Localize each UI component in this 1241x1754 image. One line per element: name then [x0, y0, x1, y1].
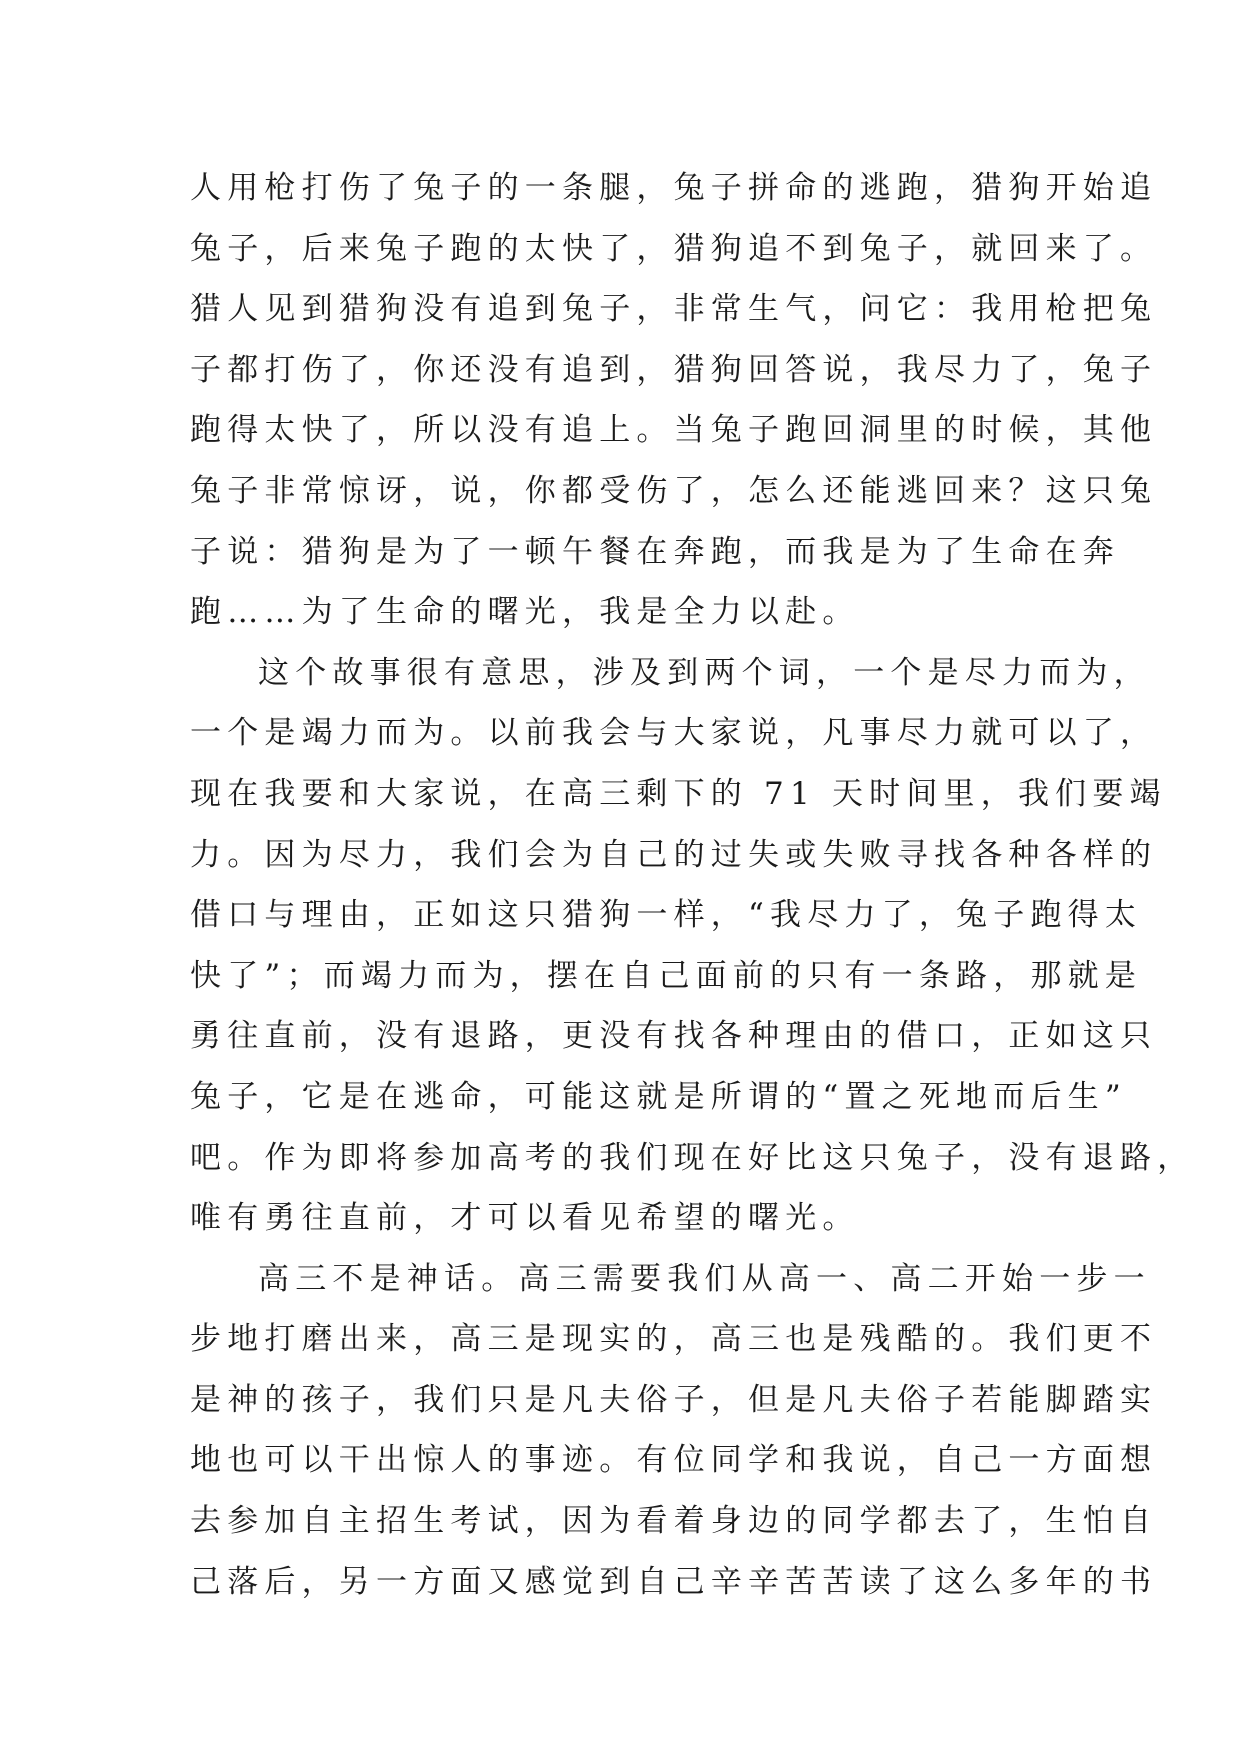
text-line: 力。因为尽力，我们会为自己的过失或失败寻找各种各样的 [190, 836, 1158, 873]
text-line: 兔子，后来兔子跑的太快了，猎狗追不到兔子，就回来了。 [190, 230, 1158, 267]
text-line: 快了”；而竭力而为，摆在自己面前的只有一条路，那就是 [190, 957, 1143, 994]
text-line: 猎人见到猎狗没有追到兔子，非常生气，问它：我用枪把兔 [190, 291, 1158, 328]
text-line: 地也可以干出惊人的事迹。有位同学和我说，自己一方面想 [190, 1442, 1158, 1479]
text-line: 现在我要和大家说，在高三剩下的 71 天时间里，我们要竭 [190, 775, 1167, 812]
text-line: 人用枪打伤了兔子的一条腿，兔子拼命的逃跑，猎狗开始追 [190, 170, 1158, 206]
text-line: 跑……为了生命的曙光，我是全力以赴。 [190, 594, 860, 631]
text-line: 勇往直前，没有退路，更没有找各种理由的借口，正如这只 [190, 1018, 1158, 1055]
text-line: 子都打伤了，你还没有追到，猎狗回答说，我尽力了，兔子 [190, 351, 1158, 388]
text-line: 步地打磨出来，高三是现实的，高三也是残酷的。我们更不 [190, 1321, 1158, 1358]
text-line: 兔子，它是在逃命，可能这就是所谓的“置之死地而后生” [190, 1078, 1127, 1115]
text-line: 跑得太快了，所以没有追上。当兔子跑回洞里的时候，其他 [190, 412, 1158, 449]
text-line: 子说：猎狗是为了一顿午餐在奔跑，而我是为了生命在奔 [190, 533, 1120, 570]
text-line: 借口与理由，正如这只猎狗一样，“我尽力了，兔子跑得太 [190, 897, 1143, 934]
text-line: 一个是竭力而为。以前我会与大家说，凡事尽力就可以了， [190, 715, 1158, 752]
text-line: 去参加自主招生考试，因为看着身边的同学都去了，生怕自 [190, 1503, 1158, 1540]
text-line: 兔子非常惊讶，说，你都受伤了，怎么还能逃回来？这只兔 [190, 472, 1158, 509]
paragraph-start-line: 高三不是神话。高三需要我们从高一、高二开始一步一 [258, 1260, 1151, 1297]
text-line: 是神的孩子，我们只是凡夫俗子，但是凡夫俗子若能脚踏实 [190, 1381, 1158, 1418]
text-line: 己落后，另一方面又感觉到自己辛辛苦苦读了这么多年的书 [190, 1563, 1158, 1600]
document-body [190, 158, 1195, 1612]
paragraph-start-line: 这个故事很有意思，涉及到两个词，一个是尽力而为， [258, 654, 1151, 691]
text-line: 唯有勇往直前，才可以看见希望的曙光。 [190, 1200, 860, 1237]
text-line: 吧。作为即将参加高考的我们现在好比这只兔子，没有退路， [190, 1139, 1195, 1176]
